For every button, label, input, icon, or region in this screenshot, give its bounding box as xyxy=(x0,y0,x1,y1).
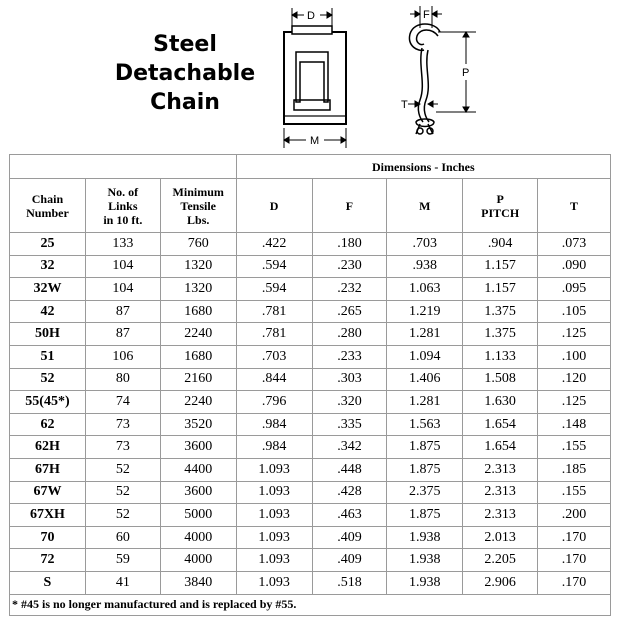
cell-links: 133 xyxy=(85,233,160,256)
cell-t: .170 xyxy=(538,549,611,572)
cell-p: 2.313 xyxy=(463,481,538,504)
group-header-blank xyxy=(10,155,237,179)
header-links-line-1: No. of xyxy=(107,184,139,199)
table-group-header-row xyxy=(10,155,611,179)
cell-p: 2.205 xyxy=(463,549,538,572)
cell-f: .232 xyxy=(312,278,387,301)
table-row xyxy=(10,345,611,368)
cell-t: .090 xyxy=(538,255,611,278)
cell-links: 73 xyxy=(85,413,160,436)
header-p-line-2: PITCH xyxy=(481,205,520,220)
header-chain-number xyxy=(10,179,86,233)
label-f: F xyxy=(423,9,430,21)
cell-chain-number: 32W xyxy=(10,278,86,301)
cell-chain-number: 67H xyxy=(10,458,86,481)
cell-chain-number: S xyxy=(10,571,86,594)
cell-tensile: 4400 xyxy=(160,458,236,481)
header-d: D xyxy=(236,179,312,233)
cell-t: .170 xyxy=(538,526,611,549)
cell-t: .073 xyxy=(538,233,611,256)
cell-p: 1.654 xyxy=(463,413,538,436)
cell-f: .448 xyxy=(312,458,387,481)
cell-f: .342 xyxy=(312,436,387,459)
header-chain-line-2: Number xyxy=(26,205,69,220)
table-row xyxy=(10,481,611,504)
cell-d: .781 xyxy=(236,323,312,346)
cell-m: 2.375 xyxy=(387,481,463,504)
cell-f: .230 xyxy=(312,255,387,278)
cell-tensile: 2240 xyxy=(160,391,236,414)
cell-t: .155 xyxy=(538,481,611,504)
cell-t: .120 xyxy=(538,368,611,391)
cell-links: 73 xyxy=(85,436,160,459)
cell-t: .100 xyxy=(538,345,611,368)
cell-m: 1.938 xyxy=(387,549,463,572)
link-side-view xyxy=(284,26,346,124)
cell-tensile: 1680 xyxy=(160,300,236,323)
cell-tensile: 3600 xyxy=(160,436,236,459)
cell-f: .335 xyxy=(312,413,387,436)
cell-chain-number: 42 xyxy=(10,300,86,323)
cell-chain-number: 70 xyxy=(10,526,86,549)
cell-chain-number: 67W xyxy=(10,481,86,504)
cell-d: 1.093 xyxy=(236,481,312,504)
cell-p: 1.654 xyxy=(463,436,538,459)
cell-f: .463 xyxy=(312,504,387,527)
cell-d: 1.093 xyxy=(236,549,312,572)
cell-tensile: 4000 xyxy=(160,526,236,549)
cell-d: 1.093 xyxy=(236,571,312,594)
cell-links: 106 xyxy=(85,345,160,368)
cell-f: .518 xyxy=(312,571,387,594)
cell-tensile: 3600 xyxy=(160,481,236,504)
label-p: P xyxy=(462,67,470,79)
cell-d: 1.093 xyxy=(236,504,312,527)
label-m: M xyxy=(310,135,320,147)
cell-links: 60 xyxy=(85,526,160,549)
title-line-2: Detachable xyxy=(114,61,256,86)
table-row xyxy=(10,413,611,436)
cell-f: .280 xyxy=(312,323,387,346)
cell-tensile: 3840 xyxy=(160,571,236,594)
header-tensile xyxy=(160,179,236,233)
cell-t: .125 xyxy=(538,391,611,414)
cell-tensile: 2160 xyxy=(160,368,236,391)
cell-m: 1.281 xyxy=(387,323,463,346)
cell-t: .170 xyxy=(538,571,611,594)
cell-links: 104 xyxy=(85,255,160,278)
cell-p: 2.313 xyxy=(463,458,538,481)
cell-p: 1.375 xyxy=(463,323,538,346)
cell-m: .938 xyxy=(387,255,463,278)
cell-p: 1.508 xyxy=(463,368,538,391)
cell-d: .594 xyxy=(236,255,312,278)
cell-f: .320 xyxy=(312,391,387,414)
cell-m: 1.563 xyxy=(387,413,463,436)
cell-links: 87 xyxy=(85,323,160,346)
cell-p: 2.313 xyxy=(463,504,538,527)
header-tensile-line-1: Minimum xyxy=(172,184,224,199)
label-t: T xyxy=(401,99,408,111)
cell-d: .844 xyxy=(236,368,312,391)
table-row xyxy=(10,504,611,527)
cell-f: .233 xyxy=(312,345,387,368)
cell-f: .428 xyxy=(312,481,387,504)
cell-f: .303 xyxy=(312,368,387,391)
table-row xyxy=(10,549,611,572)
cell-p: 2.906 xyxy=(463,571,538,594)
cell-p: .904 xyxy=(463,233,538,256)
cell-links: 80 xyxy=(85,368,160,391)
cell-m: 1.938 xyxy=(387,526,463,549)
dimension-t xyxy=(408,101,438,107)
cell-t: .095 xyxy=(538,278,611,301)
cell-links: 52 xyxy=(85,504,160,527)
cell-links: 104 xyxy=(85,278,160,301)
cell-tensile: 3520 xyxy=(160,413,236,436)
cell-d: 1.093 xyxy=(236,526,312,549)
cell-p: 2.013 xyxy=(463,526,538,549)
cell-tensile: 1320 xyxy=(160,255,236,278)
header-p-line-1: P xyxy=(496,191,504,206)
cell-p: 1.630 xyxy=(463,391,538,414)
table-row xyxy=(10,391,611,414)
header-t: T xyxy=(538,179,611,233)
cell-f: .265 xyxy=(312,300,387,323)
cell-d: .422 xyxy=(236,233,312,256)
cell-links: 74 xyxy=(85,391,160,414)
footnote: * #45 is no longer manufactured and is replaced by #55. xyxy=(10,594,611,615)
cell-m: 1.406 xyxy=(387,368,463,391)
cell-d: 1.093 xyxy=(236,458,312,481)
header-p-pitch xyxy=(463,179,538,233)
title-line-1: Steel xyxy=(153,32,217,57)
cell-m: 1.875 xyxy=(387,436,463,459)
cell-m: 1.063 xyxy=(387,278,463,301)
cell-d: .594 xyxy=(236,278,312,301)
header-links xyxy=(85,179,160,233)
table-row xyxy=(10,233,611,256)
header-f: F xyxy=(312,179,387,233)
cell-f: .409 xyxy=(312,526,387,549)
header-links-line-2: Links xyxy=(108,198,138,213)
cell-chain-number: 50H xyxy=(10,323,86,346)
cell-tensile: 5000 xyxy=(160,504,236,527)
cell-tensile: 4000 xyxy=(160,549,236,572)
table-row xyxy=(10,526,611,549)
cell-m: 1.875 xyxy=(387,458,463,481)
header-tensile-line-3: Lbs. xyxy=(187,212,210,227)
cell-t: .155 xyxy=(538,436,611,459)
cell-p: 1.157 xyxy=(463,278,538,301)
cell-chain-number: 67XH xyxy=(10,504,86,527)
link-profile-view xyxy=(409,24,440,134)
table-row xyxy=(10,368,611,391)
chain-link-diagram xyxy=(270,4,490,156)
table-row xyxy=(10,458,611,481)
cell-t: .185 xyxy=(538,458,611,481)
cell-d: .703 xyxy=(236,345,312,368)
cell-p: 1.157 xyxy=(463,255,538,278)
table-row xyxy=(10,436,611,459)
cell-chain-number: 25 xyxy=(10,233,86,256)
cell-tensile: 1680 xyxy=(160,345,236,368)
dimension-p xyxy=(436,32,476,112)
header-links-line-3: in 10 ft. xyxy=(103,212,143,227)
table-row xyxy=(10,278,611,301)
table-body xyxy=(10,233,611,595)
cell-chain-number: 62 xyxy=(10,413,86,436)
cell-t: .105 xyxy=(538,300,611,323)
cell-links: 52 xyxy=(85,481,160,504)
header-m: M xyxy=(387,179,463,233)
cell-t: .125 xyxy=(538,323,611,346)
cell-links: 41 xyxy=(85,571,160,594)
cell-chain-number: 52 xyxy=(10,368,86,391)
cell-tensile: 2240 xyxy=(160,323,236,346)
cell-m: .703 xyxy=(387,233,463,256)
cell-m: 1.281 xyxy=(387,391,463,414)
header-tensile-line-2: Tensile xyxy=(180,198,216,213)
cell-t: .200 xyxy=(538,504,611,527)
title-line-3: Chain xyxy=(150,90,220,115)
cell-d: .984 xyxy=(236,436,312,459)
cell-links: 59 xyxy=(85,549,160,572)
cell-chain-number: 51 xyxy=(10,345,86,368)
cell-links: 87 xyxy=(85,300,160,323)
cell-chain-number: 55(45*) xyxy=(10,391,86,414)
cell-chain-number: 32 xyxy=(10,255,86,278)
cell-d: .781 xyxy=(236,300,312,323)
table-row xyxy=(10,571,611,594)
cell-p: 1.133 xyxy=(463,345,538,368)
table-row xyxy=(10,300,611,323)
cell-tensile: 1320 xyxy=(160,278,236,301)
cell-m: 1.094 xyxy=(387,345,463,368)
cell-d: .796 xyxy=(236,391,312,414)
label-d: D xyxy=(307,10,315,22)
cell-t: .148 xyxy=(538,413,611,436)
page-title xyxy=(105,30,265,117)
cell-d: .984 xyxy=(236,413,312,436)
header-chain-line-1: Chain xyxy=(31,191,64,206)
table-row xyxy=(10,323,611,346)
cell-chain-number: 72 xyxy=(10,549,86,572)
cell-m: 1.875 xyxy=(387,504,463,527)
footnote-row xyxy=(10,594,611,615)
cell-links: 52 xyxy=(85,458,160,481)
dimensions-group-header: Dimensions - Inches xyxy=(236,155,610,179)
cell-m: 1.219 xyxy=(387,300,463,323)
cell-tensile: 760 xyxy=(160,233,236,256)
cell-f: .180 xyxy=(312,233,387,256)
cell-chain-number: 62H xyxy=(10,436,86,459)
table-header-row xyxy=(10,179,611,233)
cell-m: 1.938 xyxy=(387,571,463,594)
chain-specification-table xyxy=(9,154,611,616)
cell-p: 1.375 xyxy=(463,300,538,323)
table-row xyxy=(10,255,611,278)
cell-f: .409 xyxy=(312,549,387,572)
